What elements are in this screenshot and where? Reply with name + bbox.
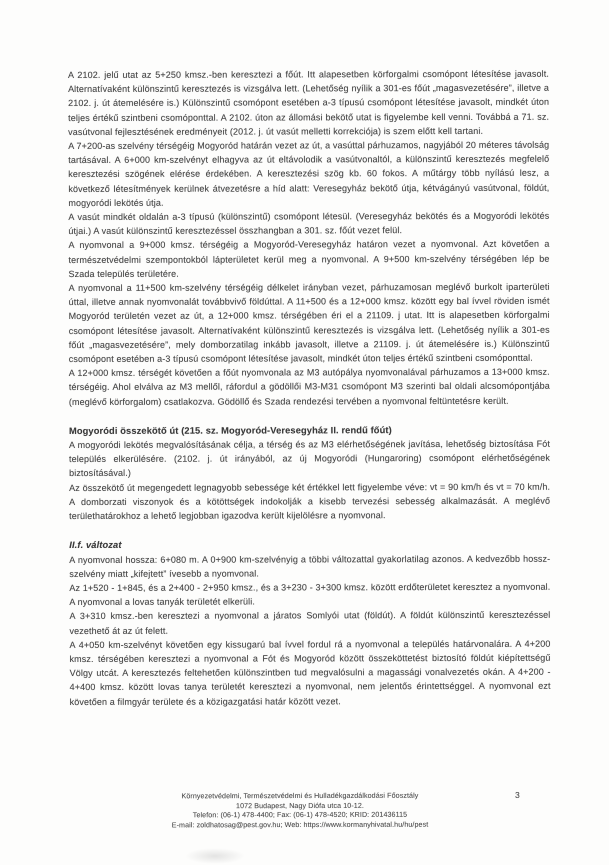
body-paragraph: A 12+000 kmsz. térségét követően a főút nyomvonala az M3 autópálya nyomvonalával párhuzamos a 13+000 kmsz. térségéig. Ahol elválva az M3 mellől, ráfordul a gödöllői M3-M31 csomópont M3 szerinti bal oldali alcsomópontjába (meglévő körforgalom) csatlakozva. Gödöllő és Szada rendezési tervében a nyomvonal feltüntetésre került. (68, 367, 550, 407)
footer-email-web: E-mail: zoldhatosag@pest.gov.hu; Web: https://www.kormanyhivatal.hu/hu/pest (171, 820, 429, 830)
page-footer (100, 791, 500, 831)
scan-smudge-artifact (185, 848, 245, 864)
body-paragraph: Az 1+520 - 1+845, és a 2+400 - 2+950 kmsz., és a 3+230 - 3+300 kmsz. között erdőterületet keresztez a nyomvonal. A nyomvonal a lovas tanyák területét elkerüli. (69, 581, 551, 608)
body-paragraph: Az összekötő út megengedett legnagyobb sebessége két értékkel lett figyelembe véve: vt = 90 km/h és vt = 70 km/h. A domborzati viszonyok és a kötöttségek indokolják a kisebb tervezési sebesség alkalmazását. A meglévő területhatárokhoz a lehető legjobban igazodva került kijelölésre a nyomvonal. (69, 481, 551, 522)
body-paragraph: A nyomvonal a 11+500 km-szelvény térségéig délkelet irányban vezet, párhuzamosan meglévő burkolt iparterületi úttal, illetve annak nyomvonalát továbbvivő földúttal. A 11+500 és a 12+000 kmsz. között egy bal ívvel röviden ismét Mogyoród területén vezet az út, a 12+000 kmsz. térségében éri el a 21109. j utat. Itt is alapesetben körforgalmi csomópont létesítése javasolt. Alternatívaként különszintű keresztezés is vizsgálva lett. (Lehetőség nyílik a 301-es főút „magasvezetésére”, mely domborzatilag inkább javasolt, illetve a 21109. j. út átemelésére is.) Különszintű csomópont esetében a-3 típusú csomópont létesítése javasolt, mindkét úton teljes értékű szintbeni csomóponttal. (68, 281, 550, 365)
body-paragraph: A 7+200-as szelvény térségéig Mogyoród határán vezet az út, a vasúttal párhuzamos, nagyjából 20 méteres távolság tartásával. A 6+000 km-szelvényt elhagyva az út eltávolodik a vasútvonaltól, a különszintű keresztezés megfelelő keresztezési szögének elérése érdekében. A keresztezési szög kb. 60 fokos. A műtárgy több nyílású lesz, a következő létesítmények kerülnek átvezetésre a híd alatt: Veresegyház bekötő útja, kétvágányú vasútvonal, földút, mogyoródi lekötés útja. (68, 139, 550, 208)
footer-contact: Telefon: (06-1) 478-4400; Fax: (06-1) 478-4520; KRID: 201436115 (192, 811, 408, 820)
footer-department: Környezetvédelmi, Természetvédelmi és Hulladékgazdálkodási Főosztály (181, 791, 419, 801)
footer-address: 1072 Budapest, Nagy Diófa utca 10-12. (236, 801, 364, 810)
body-paragraph: A 4+050 km-szelvényt követően egy kissugarú bal ívvel fordul rá a nyomvonal a település határvonalára. A 4+200 kmsz. térségében keresztezi a nyomvonal a Fót és Mogyoród között összeköttetést biztosító földút kiépítettségű Völgy utcát. A keresztezés feltehetően különszintben tud megvalósulni a magassági vonalvezetés okán. A 4+200 - 4+400 kmsz. között lovas tanya területét keresztezi a nyomvonal, nem jelentős érintettséggel. A nyomvonal ezt követően a filmgyár területe és a közigazgatási határ között vezet. (69, 638, 551, 707)
section-heading: II.f. változat (69, 540, 122, 551)
body-paragraph: A 2102. jelű utat az 5+250 kmsz.-ben keresztezi a főút. Itt alapesetben körforgalmi csomópont létesítése javasolt. Alternatívaként különszintű keresztezés is vizsgálva lett. (Lehetőség nyílik a 301-es főút „magasvezetésére”, illetve a 2102. j. út átemelésére is.) Különszintű csomópont esetében a-3 típusú csomópont létesítése javasolt, mindkét úton teljes értékű szintbeni csomóponttal. A 2102. úton az állomási bekötő utat is figyelembe kell venni. Továbbá a 71. sz. vasútvonal fejlesztésének eredményeit (2012. j. út vasút melletti korrekciója) is szem előtt kell tartani. (68, 68, 550, 137)
page-number: 3 (515, 790, 520, 800)
body-paragraph: A nyomvonal hossza: 6+080 m. A 0+900 km-szelvényig a többi változattal gyakorlatilag azonos. A kedvezőbb hossz-szelvény miatt „kifejtett” ívesebb a nyomvonal. (69, 553, 551, 579)
section-iif-valtozat (69, 537, 550, 709)
document-body (68, 67, 551, 709)
section-mogyorodi-osszekoto-ut (69, 423, 550, 524)
body-paragraph: A mogyoródi lekötés megvalósításának célja, a térség és az M3 elérhetőségének javítása, lehetőség biztosítása Fót település elkerülésére. (2102. j. út irányából, az új Mogyoródi (Hungaroring) csomópont elérhetőségének biztosításával.) (68, 438, 551, 479)
body-paragraph: A nyomvonal a 9+000 kmsz. térségéig a Mogyoród-Veresegyház határon vezet a nyomvonal. Azt követően a természetvédelmi szempontokból lápterületet kerül meg a nyomvonal. A 9+500 km-szelvény térségében lép be Szada település területére. (68, 239, 550, 279)
body-paragraph: A vasút mindkét oldalán a-3 típusú (különszintű) csomópont létesül. (Veresegyház bekötés és a Mogyoródi lekötés útjai.) A vasút különszintű keresztezéssel összhangban a 301. sz. főút vezet felül. (68, 210, 550, 237)
body-paragraph: A 3+310 kmsz.-ben keresztezi a nyomvonal a járatos Somlyói utat (földút). A földút különszintű keresztezéssel vezethető át az út felett. (69, 610, 551, 636)
section-heading: Mogyoródi összekötő út (215. sz. Mogyoród-Veresegyház II. rendű főút) (68, 425, 392, 436)
